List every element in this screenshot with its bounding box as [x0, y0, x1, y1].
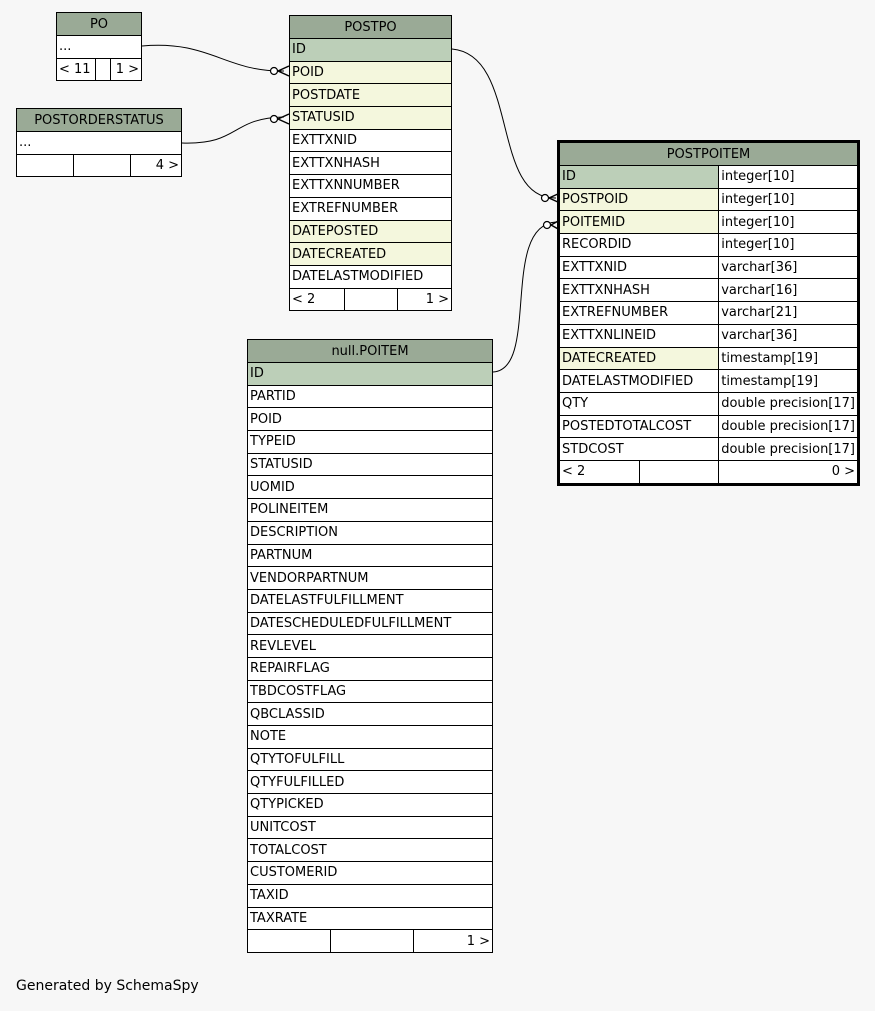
- nav-right[interactable]: 1 >: [398, 288, 452, 311]
- column-name: DATECREATED: [560, 347, 719, 370]
- column-type: integer[10]: [719, 166, 858, 189]
- column-row: TAXID: [248, 884, 493, 907]
- column-row: POLINEITEM: [248, 499, 493, 522]
- table-title: POSTPOITEM: [560, 143, 858, 166]
- link-poitem-postpoitem: [493, 222, 556, 372]
- table-postorderstatus[interactable]: [16, 108, 182, 177]
- column-row: DATELASTFULFILLMENT: [248, 589, 493, 612]
- table-poitem[interactable]: [247, 339, 493, 953]
- column-name: DATELASTMODIFIED: [560, 370, 719, 393]
- nav-right[interactable]: 0 >: [719, 460, 858, 483]
- column-name: POSTPOID: [560, 188, 719, 211]
- column-row: DESCRIPTION: [248, 521, 493, 544]
- column-row: POID: [290, 61, 452, 84]
- table-row: ...: [57, 36, 142, 59]
- column-row: DATECREATED: [290, 243, 452, 266]
- column-row: ID: [290, 39, 452, 62]
- column-row: EXTTXNNUMBER: [290, 175, 452, 198]
- column-type: integer[10]: [719, 211, 858, 234]
- table-postpo[interactable]: [289, 15, 452, 311]
- column-name: STDCOST: [560, 438, 719, 461]
- table-title: POSTORDERSTATUS: [17, 109, 182, 132]
- nav-left[interactable]: < 2: [290, 288, 345, 311]
- column-type: integer[10]: [719, 188, 858, 211]
- column-row: QTYTOFULFILL: [248, 748, 493, 771]
- column-row: NOTE: [248, 726, 493, 749]
- column-row: EXTTXNHASH: [290, 152, 452, 175]
- column-name: EXTTXNID: [560, 256, 719, 279]
- column-row: VENDORPARTNUM: [248, 567, 493, 590]
- generated-by-footer: Generated by SchemaSpy: [16, 978, 199, 994]
- column-row: QTYFULFILLED: [248, 771, 493, 794]
- column-type: varchar[21]: [719, 302, 858, 325]
- column-row: TOTALCOST: [248, 839, 493, 862]
- column-row: UOMID: [248, 476, 493, 499]
- nav-left[interactable]: < 2: [560, 460, 640, 483]
- column-row: TYPEID: [248, 431, 493, 454]
- table-title: PO: [57, 13, 142, 36]
- column-row: REPAIRFLAG: [248, 657, 493, 680]
- nav-right[interactable]: 1 >: [111, 58, 142, 81]
- column-row: QBCLASSID: [248, 703, 493, 726]
- table-postpoitem[interactable]: [559, 142, 858, 484]
- column-row: STATUSID: [248, 453, 493, 476]
- column-name: EXTTXNLINEID: [560, 324, 719, 347]
- table-po[interactable]: [56, 12, 142, 81]
- column-row: ID: [248, 363, 493, 386]
- column-type: varchar[16]: [719, 279, 858, 302]
- table-title: null.POITEM: [248, 340, 493, 363]
- table-title: POSTPO: [290, 16, 452, 39]
- column-name: RECORDID: [560, 234, 719, 257]
- column-row: POID: [248, 408, 493, 431]
- column-row: PARTNUM: [248, 544, 493, 567]
- column-row: STATUSID: [290, 107, 452, 130]
- table-row: ...: [17, 132, 182, 155]
- column-name: POSTEDTOTALCOST: [560, 415, 719, 438]
- link-po-postpo: [142, 45, 284, 71]
- column-row: REVLEVEL: [248, 635, 493, 658]
- column-row: TAXRATE: [248, 907, 493, 930]
- column-row: POSTDATE: [290, 84, 452, 107]
- nav-right[interactable]: 1 >: [414, 930, 493, 953]
- column-type: varchar[36]: [719, 324, 858, 347]
- column-type: varchar[36]: [719, 256, 858, 279]
- column-row: CUSTOMERID: [248, 862, 493, 885]
- link-postpo-postpoitem: [452, 49, 556, 198]
- column-type: double precision[17]: [719, 392, 858, 415]
- column-name: EXTREFNUMBER: [560, 302, 719, 325]
- column-type: timestamp[19]: [719, 347, 858, 370]
- column-row: DATESCHEDULEDFULFILLMENT: [248, 612, 493, 635]
- column-row: EXTTXNID: [290, 129, 452, 152]
- column-name: EXTTXNHASH: [560, 279, 719, 302]
- column-row: TBDCOSTFLAG: [248, 680, 493, 703]
- column-row: DATEPOSTED: [290, 220, 452, 243]
- nav-right[interactable]: 4 >: [131, 154, 182, 177]
- column-name: ID: [560, 166, 719, 189]
- column-name: QTY: [560, 392, 719, 415]
- column-type: double precision[17]: [719, 438, 858, 461]
- column-row: QTYPICKED: [248, 794, 493, 817]
- column-type: double precision[17]: [719, 415, 858, 438]
- column-row: PARTID: [248, 385, 493, 408]
- column-type: integer[10]: [719, 234, 858, 257]
- column-row: DATELASTMODIFIED: [290, 265, 452, 288]
- column-type: timestamp[19]: [719, 370, 858, 393]
- column-row: EXTREFNUMBER: [290, 197, 452, 220]
- nav-left[interactable]: < 11: [57, 58, 96, 81]
- column-name: POITEMID: [560, 211, 719, 234]
- link-status-postpo: [182, 117, 284, 143]
- column-row: UNITCOST: [248, 816, 493, 839]
